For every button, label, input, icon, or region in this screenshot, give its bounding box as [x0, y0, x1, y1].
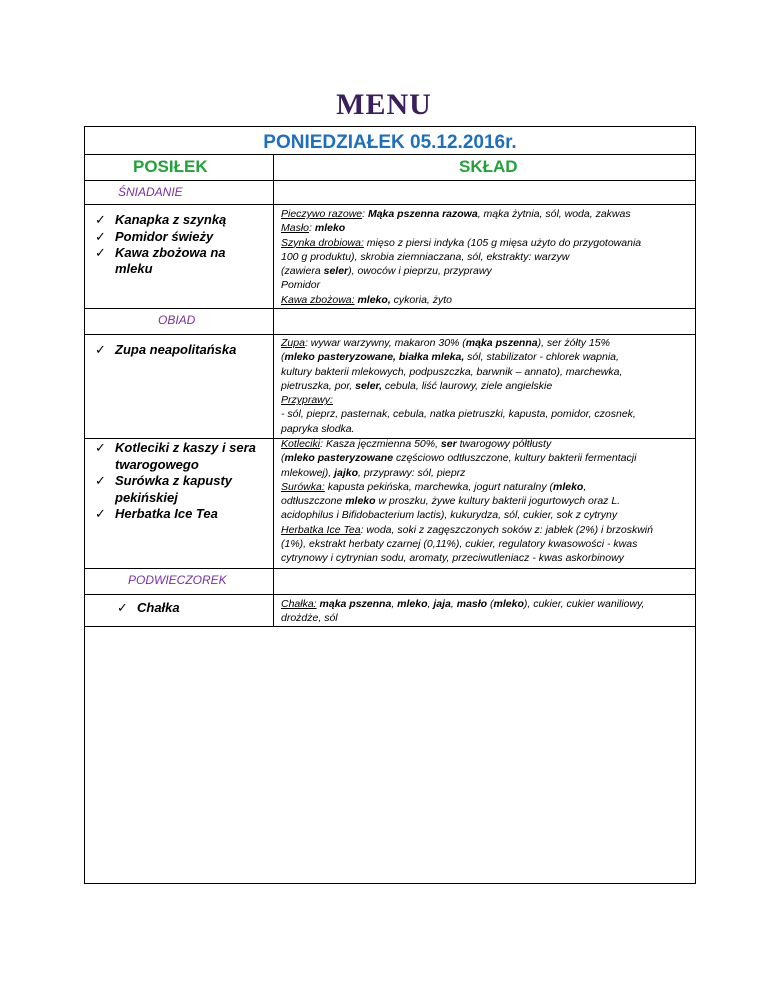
divider [84, 180, 696, 181]
list-item: ✓ Kawa zbożowa na [95, 245, 226, 262]
meal-column-header: POSIŁEK [133, 157, 208, 176]
list-item: ✓ Zupa neapolitańska [95, 342, 236, 359]
menu-title: MENU [336, 88, 432, 121]
section-lunch: OBIAD [158, 313, 196, 327]
list-item: ✓ Surówka z kapusty pekińskiej [95, 473, 256, 506]
breakfast-list [95, 212, 226, 262]
list-item: ✓ Pomidor świeży [95, 229, 226, 246]
divider [84, 626, 696, 627]
lunch-main-ingredients: Kotleciki: Kasza jęczmienna 50%, ser twarogowy półtłusty (mleko pasteryzowane częściowo odtłuszczone, kultury bakterii fermentacji mlekowej), jajko, przyprawy: sól, pieprz Surówka: kapusta pekińska, marchewka, jogurt naturalny (mleko, odtłuszczone mleko w proszku, żywe kultury bakterii jogurtowych oraz L. acidophilus i Bifidobacterium lactis), kukurydza, sól, cukier, sok z cytryny Herbatka Ice Tea: woda, soki z zagęszczonych soków z: jabłek (2%) i brzoskwiń (1%), ekstrakt herbaty czarnej (0,11%), cukier, regulatory kwasowości - kwas cytrynowy i cytrynian sodu, aromaty, przeciwutleniacz - kwas askorbinowy [281, 438, 653, 565]
list-item: ✓ Chałka [117, 600, 180, 617]
lunch-list-2 [95, 440, 256, 523]
divider [84, 594, 696, 595]
list-item-continuation: mleku [115, 261, 153, 276]
list-item: ✓ Kotleciki z kaszy i sera twarogowego [95, 440, 256, 473]
divider [84, 334, 696, 335]
ingredients-column-header: SKŁAD [459, 157, 518, 176]
divider [84, 204, 696, 205]
lunch-list [95, 342, 236, 359]
list-item: ✓ Kanapka z szynką [95, 212, 226, 229]
section-snack: PODWIECZOREK [128, 573, 227, 587]
section-breakfast: ŚNIADANIE [118, 185, 183, 199]
column-divider [273, 154, 274, 626]
snack-ingredients: Chałka: mąka pszenna, mleko, jaja, masło (mleko), cukier, cukier waniliowy, drożdże, sól [281, 598, 645, 625]
divider [84, 154, 696, 155]
list-item: ✓ Herbatka Ice Tea [95, 506, 256, 523]
lunch-soup-ingredients: Zupa: wywar warzywny, makaron 30% (mąka pszenna), ser żółty 15% (mleko pasteryzowane, białka mleka, sól, stabilizator - chlorek wapnia, kultury bakterii mlekowych, podpuszczka, barwnik – annato), marchewka, pietruszka, por, seler, cebula, liść laurowy, ziele angielskie Przyprawy: - sól, pieprz, pasternak, cebula, natka pietruszki, kapusta, pomidor, czosnek, papryka słodka. [281, 337, 636, 435]
snack-list [117, 600, 180, 617]
breakfast-ingredients: Pieczywo razowe: Mąka pszenna razowa, mąka żytnia, sól, woda, zakwas Masło: mleko Szynka drobiowa: mięso z piersi indyka (105 g mięsa użyto do przygotowania 100 g produktu), skrobia ziemniaczana, sól, ekstrakty: warzyw (zawiera seler), owoców i pieprzu, przyprawy Pomidor Kawa zbożowa: mleko, cykoria, żyto [281, 208, 642, 306]
divider [84, 308, 696, 309]
divider [84, 568, 696, 569]
day-heading: PONIEDZIAŁEK 05.12.2016r. [263, 132, 517, 153]
